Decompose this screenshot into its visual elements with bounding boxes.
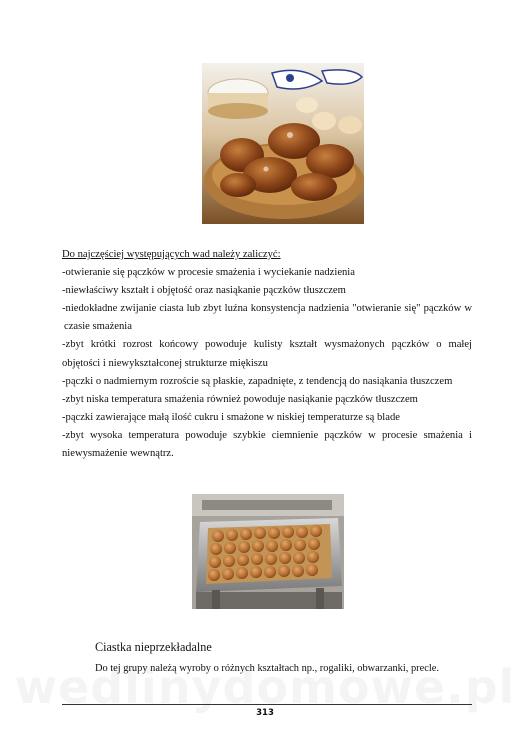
donuts-basket-photo bbox=[202, 63, 364, 224]
list-item: -zbyt wysoka temperatura powoduje szybkie ciemnienie pączków w procesie smażenia i bbox=[62, 429, 472, 441]
list-item: czasie smażenia bbox=[64, 321, 132, 333]
fryer-photo bbox=[192, 494, 344, 609]
list-item: -pączki zawierające małą ilość cukru i smażone w niskiej temperaturze są blade bbox=[62, 411, 400, 423]
section-title: Ciastka nieprzekładalne bbox=[95, 640, 212, 654]
section-text: Do tej grupy należą wyroby o różnych kształtach np., rogaliki, obwarzanki, precle. bbox=[95, 663, 439, 674]
defects-list bbox=[62, 246, 472, 463]
list-item: objętości i niewykształconej strukturze miękiszu bbox=[62, 357, 268, 369]
defects-intro: Do najczęściej występujących wad należy zaliczyć: bbox=[62, 249, 281, 260]
list-item: -zbyt niska temperatura smażenia również powoduje nasiąkanie pączków tłuszczem bbox=[62, 393, 418, 405]
list-item: -niewłaściwy kształt i objętość oraz nasiąkanie pączków tłuszczem bbox=[62, 285, 346, 297]
list-item: niewysmażenie wewnątrz. bbox=[62, 448, 174, 460]
page-number: 313 bbox=[256, 708, 274, 718]
list-item: -otwieranie się pączków w procesie smażenia i wyciekanie nadzienia bbox=[62, 267, 355, 279]
footer-rule bbox=[62, 704, 472, 705]
list-item: -zbyt krótki rozrost końcowy powoduje kulisty kształt wysmażonych pączków o małej bbox=[62, 339, 472, 351]
list-item: -niedokładne zwijanie ciasta lub zbyt luźna konsystencja nadzienia "otwieranie się" pączków w bbox=[62, 303, 472, 315]
list-item: -pączki o nadmiernym rozroście są płaskie, zapadnięte, z tendencją do nasiąkania tłuszczem bbox=[62, 375, 453, 387]
